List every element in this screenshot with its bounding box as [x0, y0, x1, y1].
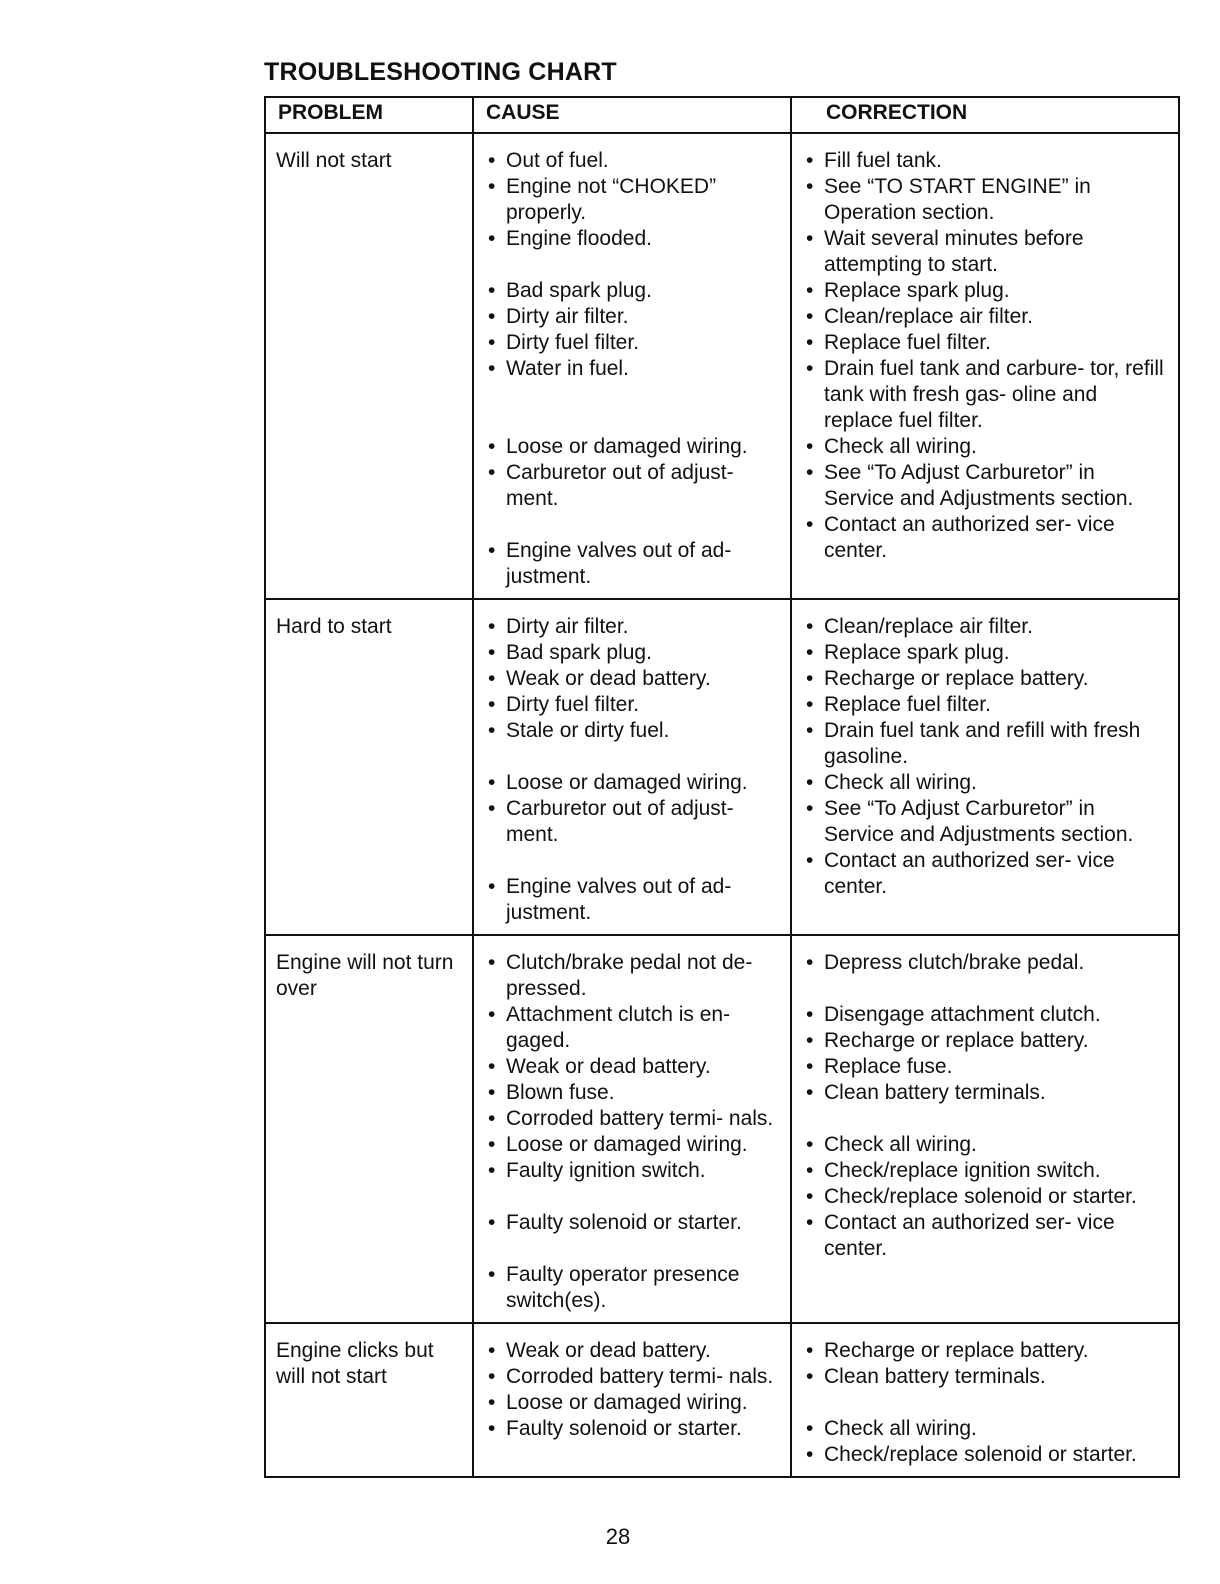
list-item: • Faulty ignition switch. — [484, 1158, 782, 1184]
list-item: • Contact an authorized ser- vice center. — [802, 512, 1170, 564]
list-item: • Check/replace solenoid or starter. — [802, 1184, 1170, 1210]
list-item: • Faulty operator presence switch(es). — [484, 1262, 782, 1314]
list-item: • Bad spark plug. — [484, 278, 782, 304]
list-item: • Check/replace solenoid or starter. — [802, 1442, 1170, 1468]
page-number: 28 — [605, 1524, 631, 1549]
list-item: • Engine valves out of ad- justment. — [484, 538, 782, 590]
list-item: • Fill fuel tank. — [802, 148, 1170, 174]
correction-cell — [791, 935, 1179, 1323]
list-item: • Contact an authorized ser- vice center. — [802, 848, 1170, 900]
problem-cell: Engine will not turn over — [265, 935, 473, 1323]
list-item: • Check all wiring. — [802, 770, 1170, 796]
list-item: • Loose or damaged wiring. — [484, 770, 782, 796]
list-item: • Weak or dead battery. — [484, 666, 782, 692]
list-item: • Check all wiring. — [802, 1132, 1170, 1158]
list-item: • Recharge or replace battery. — [802, 1338, 1170, 1364]
list-item: • Dirty air filter. — [484, 614, 782, 640]
list-item: • Blown fuse. — [484, 1080, 782, 1106]
cause-cell — [473, 1323, 791, 1477]
problem-cell: Hard to start — [265, 599, 473, 935]
list-item: • Drain fuel tank and refill with fresh gasoline. — [802, 718, 1170, 770]
header-correction: CORRECTION — [791, 97, 1179, 133]
cause-cell — [473, 935, 791, 1323]
correction-cell — [791, 1323, 1179, 1477]
list-item: • Check all wiring. — [802, 434, 1170, 460]
problem-cell: Engine clicks but will not start — [265, 1323, 473, 1477]
list-item: • Recharge or replace battery. — [802, 666, 1170, 692]
list-item: • Replace fuse. — [802, 1054, 1170, 1080]
list-item: • Corroded battery termi- nals. — [484, 1364, 782, 1390]
list-item: • Engine flooded. — [484, 226, 782, 252]
header-problem: PROBLEM — [265, 97, 473, 133]
list-item: • Clutch/brake pedal not de- pressed. — [484, 950, 782, 1002]
list-item: • Loose or damaged wiring. — [484, 1390, 782, 1416]
list-item: • Engine not “CHOKED” properly. — [484, 174, 782, 226]
list-item: • Recharge or replace battery. — [802, 1028, 1170, 1054]
list-item: • Bad spark plug. — [484, 640, 782, 666]
list-item: • Loose or damaged wiring. — [484, 434, 782, 460]
list-item: • Weak or dead battery. — [484, 1054, 782, 1080]
list-item: • See “To Adjust Carburetor” in Service and Adjustments section. — [802, 460, 1170, 512]
list-item: • Clean battery terminals. — [802, 1364, 1170, 1390]
cause-cell — [473, 599, 791, 935]
list-item: • Disengage attachment clutch. — [802, 1002, 1170, 1028]
list-item: • Clean battery terminals. — [802, 1080, 1170, 1106]
list-item: • Clean/replace air filter. — [802, 614, 1170, 640]
correction-cell — [791, 599, 1179, 935]
list-item: • Drain fuel tank and carbure- tor, refill tank with fresh gas- oline and replace fuel filter. — [802, 356, 1170, 434]
table-row — [265, 599, 1179, 935]
list-item: • Loose or damaged wiring. — [484, 1132, 782, 1158]
list-item: • Dirty fuel filter. — [484, 692, 782, 718]
table-row — [265, 1323, 1179, 1477]
list-item: • Clean/replace air filter. — [802, 304, 1170, 330]
list-item: • Corroded battery termi- nals. — [484, 1106, 782, 1132]
list-item: • Engine valves out of ad- justment. — [484, 874, 782, 926]
list-item: • Replace fuel filter. — [802, 692, 1170, 718]
list-item: • Weak or dead battery. — [484, 1338, 782, 1364]
list-item: • Attachment clutch is en- gaged. — [484, 1002, 782, 1054]
troubleshooting-table — [264, 96, 1180, 1478]
list-item: • Carburetor out of adjust- ment. — [484, 460, 782, 512]
list-item: • Replace spark plug. — [802, 278, 1170, 304]
list-item: • Dirty air filter. — [484, 304, 782, 330]
list-item: • Wait several minutes before attempting to start. — [802, 226, 1170, 278]
list-item: • Carburetor out of adjust- ment. — [484, 796, 782, 848]
list-item: • Replace fuel filter. — [802, 330, 1170, 356]
list-item: • Check/replace ignition switch. — [802, 1158, 1170, 1184]
list-item: • Depress clutch/brake pedal. — [802, 950, 1170, 976]
table-row — [265, 133, 1179, 599]
list-item: • Dirty fuel filter. — [484, 330, 782, 356]
list-item: • Contact an authorized ser- vice center. — [802, 1210, 1170, 1262]
table-row — [265, 935, 1179, 1323]
list-item: • Water in fuel. — [484, 356, 782, 382]
list-item: • Stale or dirty fuel. — [484, 718, 782, 744]
header-cause: CAUSE — [473, 97, 791, 133]
correction-cell — [791, 133, 1179, 599]
list-item: • See “TO START ENGINE” in Operation section. — [802, 174, 1170, 226]
list-item: • See “To Adjust Carburetor” in Service and Adjustments section. — [802, 796, 1170, 848]
header-row — [265, 97, 1179, 133]
page-title: TROUBLESHOOTING CHART — [264, 58, 617, 86]
list-item: • Out of fuel. — [484, 148, 782, 174]
list-item: • Faulty solenoid or starter. — [484, 1416, 782, 1442]
list-item: • Replace spark plug. — [802, 640, 1170, 666]
list-item: • Check all wiring. — [802, 1416, 1170, 1442]
list-item: • Faulty solenoid or starter. — [484, 1210, 782, 1236]
cause-cell — [473, 133, 791, 599]
problem-cell: Will not start — [265, 133, 473, 599]
